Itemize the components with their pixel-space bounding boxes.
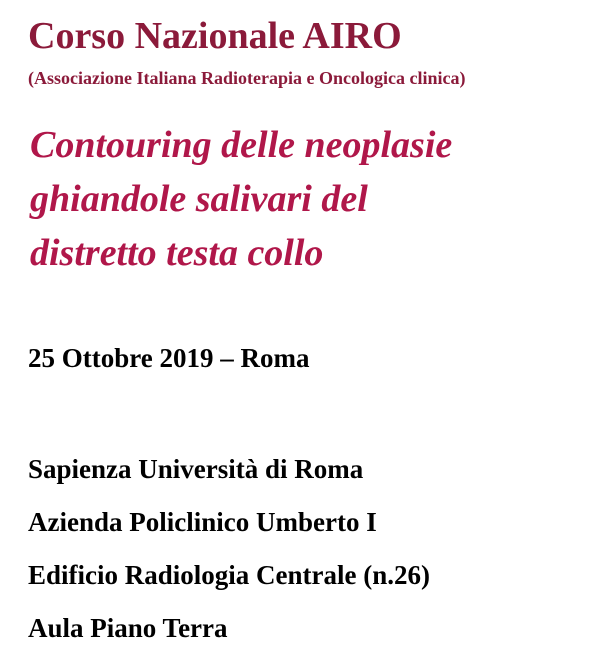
topic-line: Contouring delle neoplasie	[30, 124, 453, 166]
course-title: Corso Nazionale AIRO	[28, 15, 402, 57]
venue-line: Aula Piano Terra	[28, 613, 228, 643]
topic-line: ghiandole salivari del	[30, 178, 368, 220]
course-subtitle: (Associazione Italiana Radioterapia e Oncologica clinica)	[28, 68, 466, 88]
course-topic	[30, 118, 570, 280]
venue-line: Azienda Policlinico Umberto I	[28, 507, 377, 537]
venue-line: Edificio Radiologia Centrale (n.26)	[28, 560, 430, 590]
venue-line: Sapienza Università di Roma	[28, 454, 364, 484]
event-date: 25 Ottobre 2019 – Roma	[28, 343, 310, 373]
venue-details	[28, 449, 430, 661]
topic-line: distretto testa collo	[30, 232, 324, 274]
